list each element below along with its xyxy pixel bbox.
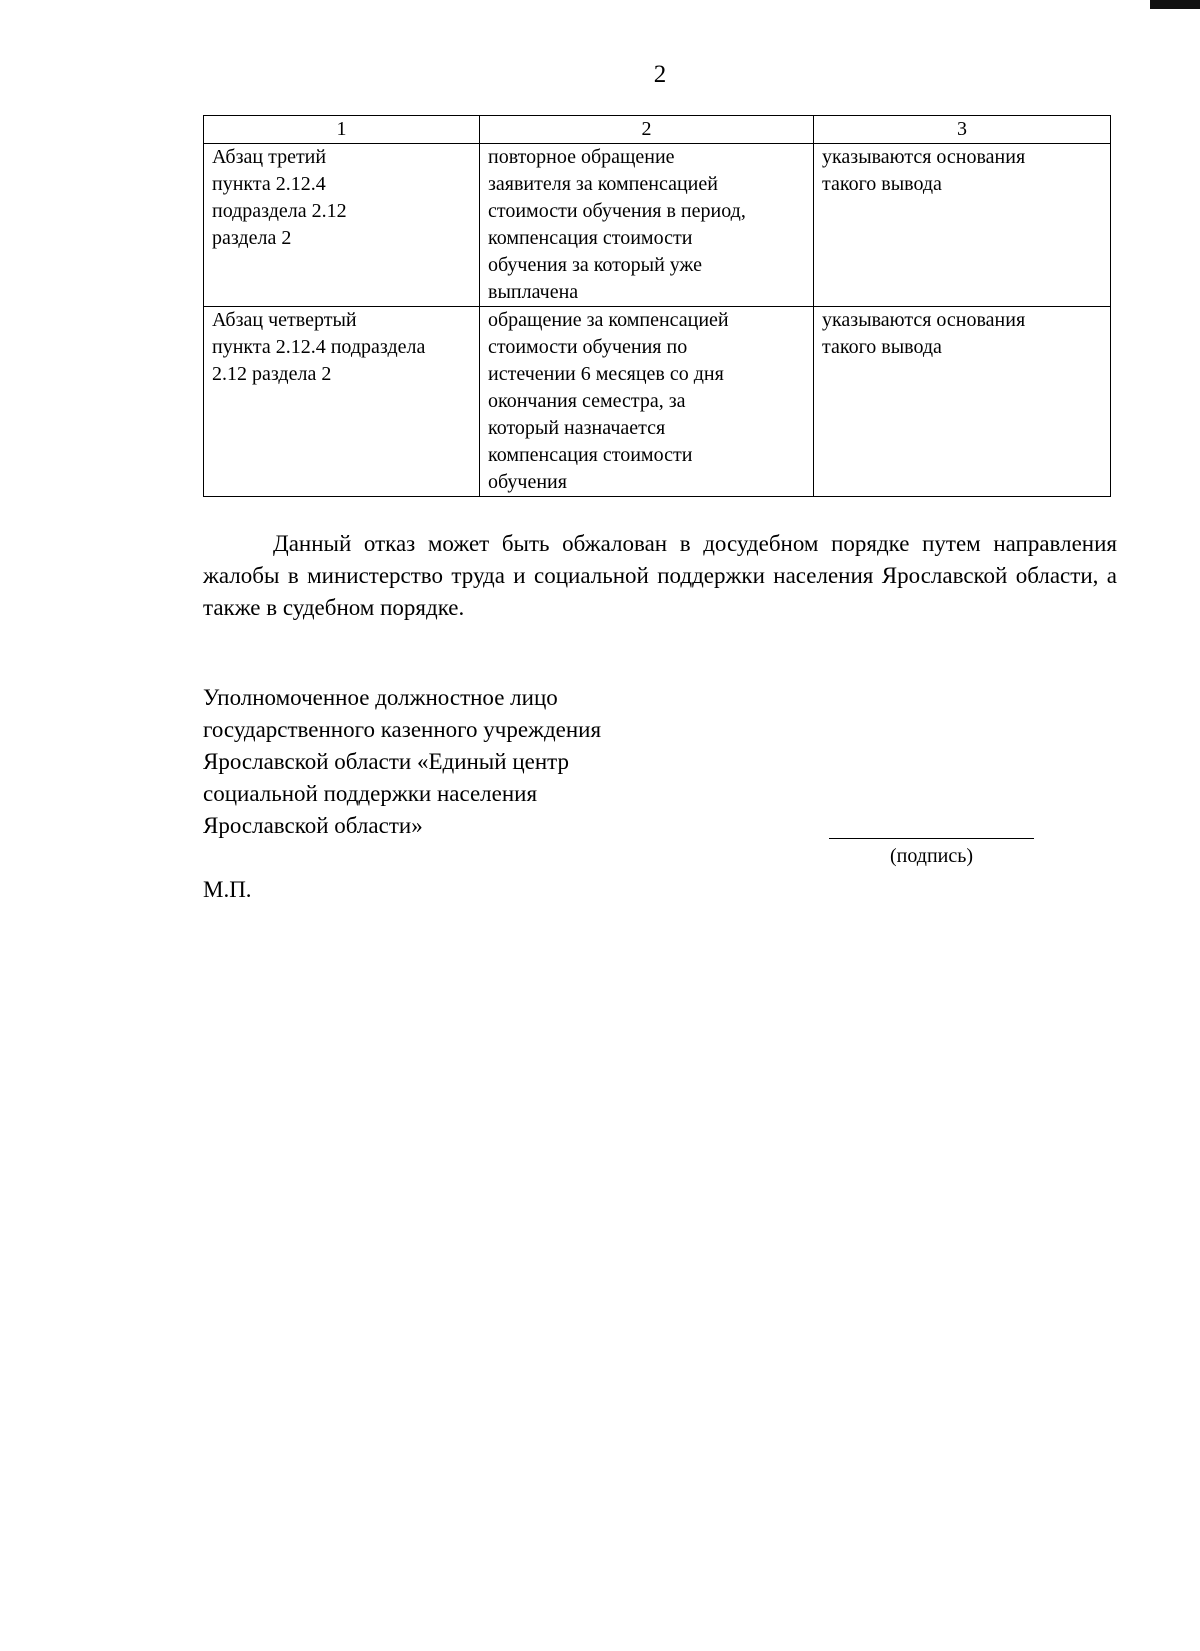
cell-text-line: повторное обращение [488,146,675,168]
cell-text-line: пункта 2.12.4 [212,173,326,195]
table-cell-provision [204,144,480,307]
cell-text-line: выплачена [488,281,579,303]
table-cell-provision [204,307,480,497]
cell-text-line: стоимости обучения в период, [488,200,746,222]
cell-text-line: обучения за который уже [488,254,702,276]
cell-text-line: указываются основания [822,309,1026,331]
signatory-title [203,682,601,842]
table-cell-reason [480,307,814,497]
table-cell-explanation [814,144,1111,307]
cell-text-line: стоимости обучения по [488,336,688,358]
table-header-cell: 1 [204,116,480,144]
signatory-title-line: социальной поддержки населения [203,781,538,806]
cell-text-line: такого вывода [822,336,942,358]
cell-text-line: истечении 6 месяцев со дня [488,363,724,385]
cell-text-line: окончания семестра, за [488,390,686,412]
cell-text-line: пункта 2.12.4 подраздела [212,336,426,358]
signatory-title-line: Ярославской области «Единый центр [203,749,569,774]
cell-text-line: раздела 2 [212,227,292,249]
table-header-cell: 2 [480,116,814,144]
cell-text-line: Абзац четвертый [212,309,357,331]
cell-text-line: компенсация стоимости [488,227,693,249]
signatory-title-line: Уполномоченное должностное лицо [203,685,558,710]
cell-text-line: который назначается [488,417,666,439]
signature-caption: (подпись) [889,845,974,867]
table-header-row [204,116,1111,144]
grounds-table [203,115,1111,497]
stamp-label: М.П. [203,877,252,902]
cell-text-line: указываются основания [822,146,1026,168]
signature-line [829,838,1034,839]
page-number: 2 [653,61,667,88]
cell-text-line: компенсация стоимости [488,444,693,466]
table-row [204,307,1111,497]
appeal-paragraph: Данный отказ может быть обжалован в досудебном порядке путем направления жалобы в министерство труда и социальной поддержки населения Ярославской области, а также в судебном порядке. [203,531,1117,620]
signatory-title-line: Ярославской области» [203,813,423,838]
signatory-title-line: государственного казенного учреждения [203,717,602,742]
cell-text-line: обращение за компенсацией [488,309,729,331]
table-cell-explanation [814,307,1111,497]
table-row [204,144,1111,307]
cell-text-line: 2.12 раздела 2 [212,363,332,385]
table-header-cell: 3 [814,116,1111,144]
cell-text-line: такого вывода [822,173,942,195]
cell-text-line: Абзац третий [212,146,327,168]
scan-edge-mark [1150,0,1200,9]
table-cell-reason [480,144,814,307]
cell-text-line: подраздела 2.12 [212,200,347,222]
cell-text-line: заявителя за компенсацией [488,173,718,195]
cell-text-line: обучения [488,471,567,493]
